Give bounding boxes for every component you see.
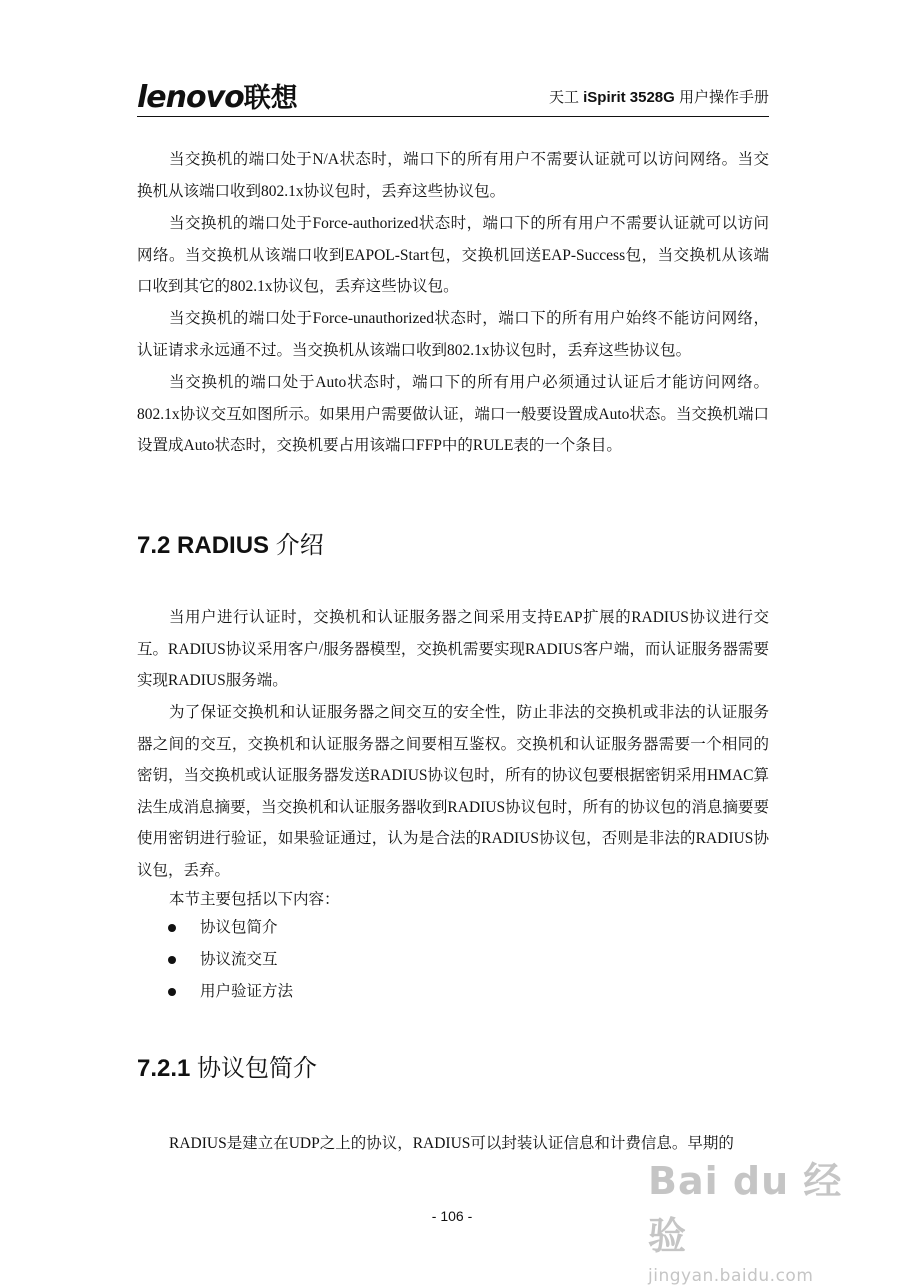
lenovo-logo xyxy=(137,76,298,115)
list-item-label: 用户验证方法 xyxy=(200,983,294,1000)
watermark-url: jingyan.baidu.com xyxy=(648,1266,814,1286)
list-item xyxy=(168,944,293,976)
title-suffix: 用户操作手册 xyxy=(674,89,769,106)
section-number: 7.2 RADIUS xyxy=(137,532,276,559)
logo-text: lenovo xyxy=(137,80,244,115)
baidu-watermark xyxy=(648,1150,858,1286)
paragraph-security: 为了保证交换机和认证服务器之间交互的安全性，防止非法的交换机或非法的认证服务器之间的交互，交换机和认证服务器之间要相互鉴权。交换机和认证服务器需要一个相同的密钥，当交换机或认证服务器发送RADIUS协议包时，所有的协议包要根据密钥采用HMAC算法生成消息摘要，当交换机和认证服务器收到RADIUS协议包时，所有的协议包的消息摘要要使用密钥进行验证，如果验证通过，认为是合法的RADIUS协议包，否则是非法的RADIUS协议包，丢弃。 xyxy=(137,704,769,879)
logo-cn: 联想 xyxy=(243,83,298,114)
page-number: - 106 - xyxy=(431,1208,473,1224)
paragraph-force-unauthorized: 当交换机的端口处于Force-unauthorized状态时，端口下的所有用户始终不能访问网络，认证请求永远通不过。当交换机从该端口收到802.1x协议包时，丢弃这些协议包。 xyxy=(137,310,769,359)
bullet-icon xyxy=(168,924,176,932)
list-item xyxy=(168,976,293,1008)
document-title xyxy=(549,86,769,107)
subsection-title: 协议包简介 xyxy=(197,1056,318,1082)
section-title: 介绍 xyxy=(275,533,324,559)
bullet-icon xyxy=(168,988,176,996)
paragraph-radius-intro: 当用户进行认证时，交换机和认证服务器之间采用支持EAP扩展的RADIUS协议进行交互。RADIUS协议采用客户/服务器模型，交换机需要实现RADIUS客户端，而认证服务器需要实现RADIUS服务端。 xyxy=(137,609,769,689)
watermark-logo: Bai du 经验 xyxy=(648,1159,843,1258)
paragraph-auto-state: 当交换机的端口处于Auto状态时，端口下的所有用户必须通过认证后才能访问网络。802.1x协议交互如图所示。如果用户需要做认证，端口一般要设置成Auto状态。当交换机端口设置成Auto状态时，交换机要占用该端口FFP中的RULE表的一个条目。 xyxy=(137,374,769,454)
list-item-label: 协议包简介 xyxy=(200,919,278,936)
list-item xyxy=(168,912,293,944)
title-prefix: 天工 xyxy=(548,89,584,106)
contents-list xyxy=(168,912,293,1008)
paragraph-radius-udp: RADIUS是建立在UDP之上的协议，RADIUS可以封装认证信息和计费信息。早期的 xyxy=(169,1135,734,1152)
paragraph-section-contents: 本节主要包括以下内容： xyxy=(169,891,340,908)
paragraph-force-authorized: 当交换机的端口处于Force-authorized状态时，端口下的所有用户不需要认证就可以访问网络。当交换机从该端口收到EAPOL-Start包，交换机回送EAP-Success包，当交换机从该端口收到其它的802.1x协议包，丢弃这些协议包。 xyxy=(137,215,769,295)
list-item-label: 协议流交互 xyxy=(200,951,278,968)
subsection-heading xyxy=(137,1048,317,1083)
section-heading xyxy=(137,525,324,560)
page-header xyxy=(137,74,769,117)
subsection-number: 7.2.1 xyxy=(137,1055,198,1082)
title-product: iSpirit 3528G xyxy=(583,89,675,106)
bullet-icon xyxy=(168,956,176,964)
paragraph-na-state: 当交换机的端口处于N/A状态时，端口下的所有用户不需要认证就可以访问网络。当交换机从该端口收到802.1x协议包时，丢弃这些协议包。 xyxy=(137,151,769,200)
